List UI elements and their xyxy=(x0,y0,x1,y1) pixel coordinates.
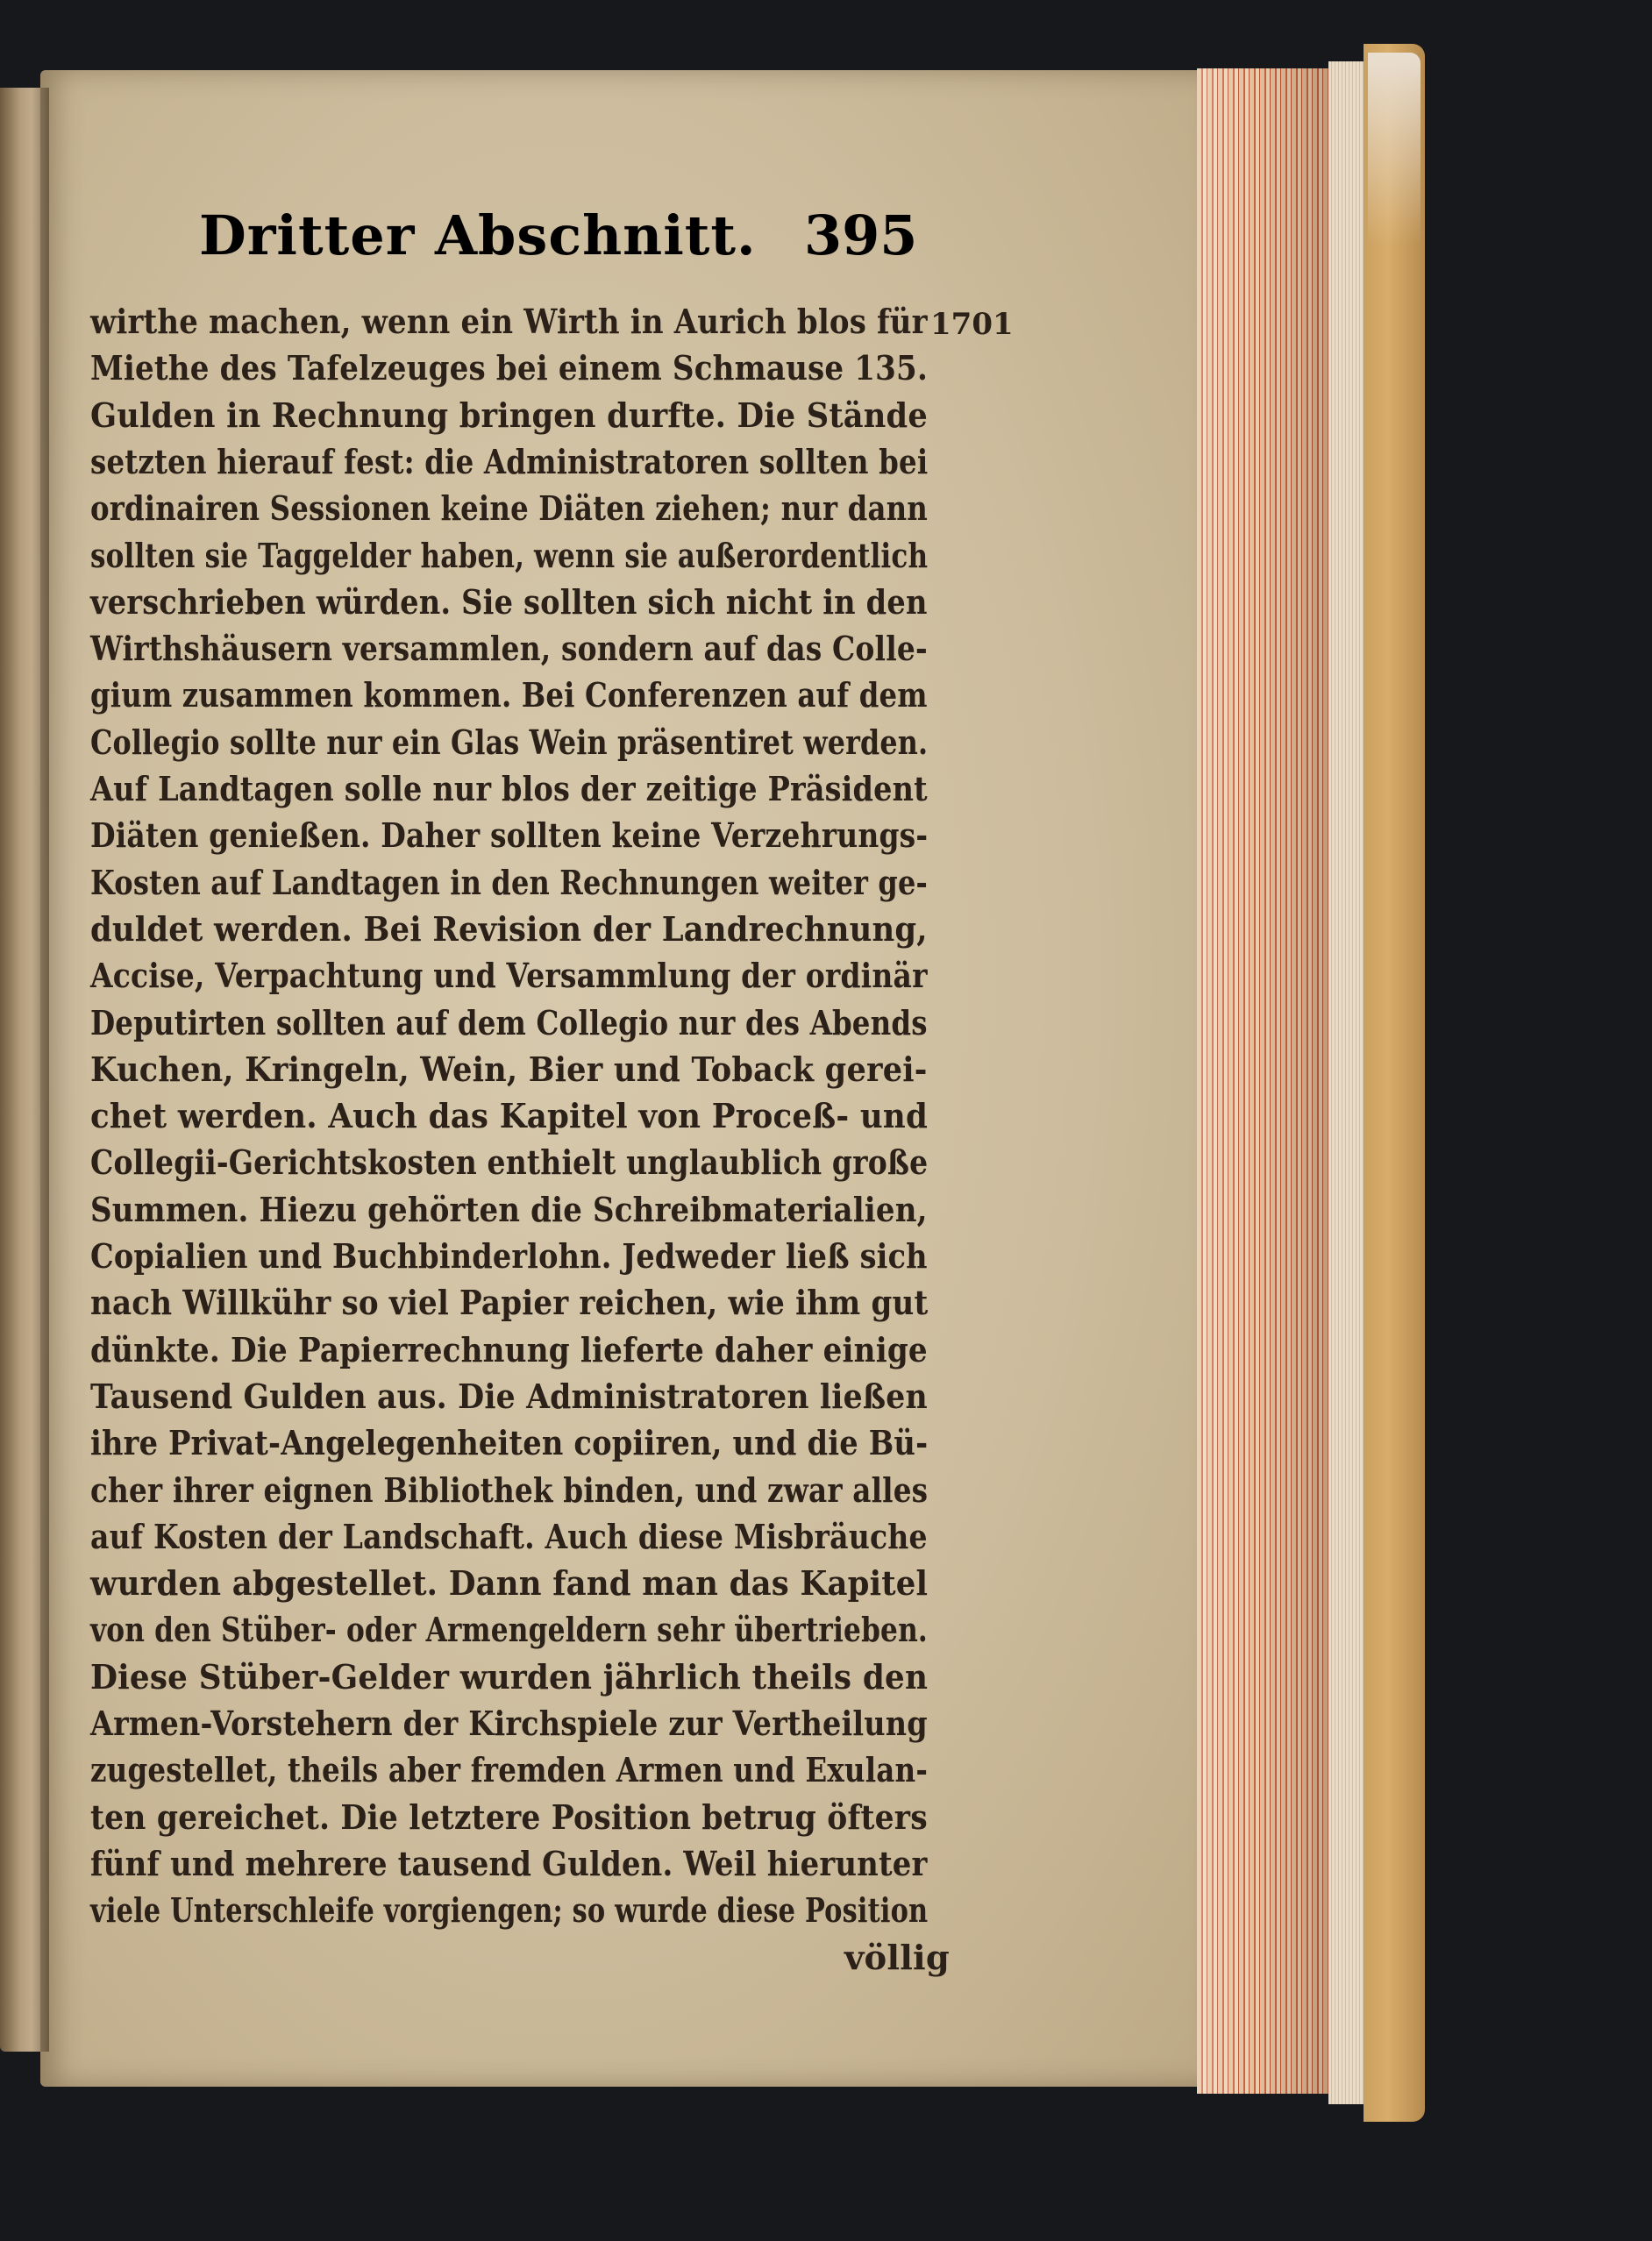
text-line: viele Unterschleife vorgiengen; so wurde diese Position xyxy=(90,1891,929,1932)
text-line: ten gereichet. Die letztere Position betrug öfters xyxy=(90,1797,928,1838)
page-gutter-shadow xyxy=(32,88,49,2052)
cover-worn-corner xyxy=(1368,53,1421,245)
text-line: Collegii-Gerichtskosten enthielt unglaublich große xyxy=(90,1143,929,1184)
text-line: duldet werden. Bei Revision der Landrechnung, xyxy=(90,909,928,950)
text-line: Diese Stüber-Gelder wurden jährlich theils den xyxy=(90,1657,929,1697)
body-text xyxy=(90,0,1014,2241)
text-line: Miethe des Tafelzeuges bei einem Schmause 135. xyxy=(90,349,928,389)
text-line: zugestellet, theils aber fremden Armen und Exulan- xyxy=(90,1751,929,1791)
text-line: chet werden. Auch das Kapitel von Proceß- und xyxy=(90,1097,928,1137)
text-line: dünkte. Die Papierrechnung lieferte daher einige xyxy=(90,1330,928,1370)
text-line: auf Kosten der Landschaft. Auch diese Misbräuche xyxy=(90,1517,928,1557)
text-line: verschrieben würden. Sie sollten sich nicht in den xyxy=(90,582,928,622)
text-line: Auf Landtagen solle nur blos der zeitige Präsident xyxy=(90,770,928,809)
book-cover-board xyxy=(1364,44,1425,2122)
text-line: wurden abgestellet. Dann fand man das Kapitel xyxy=(90,1564,929,1604)
text-line: von den Stüber- oder Armengeldern sehr übertrieben. xyxy=(90,1611,928,1651)
text-line: nach Willkühr so viel Papier reichen, wie ihm gut xyxy=(90,1284,929,1324)
text-line: Collegio sollte nur ein Glas Wein präsentiret werden. xyxy=(90,722,929,763)
text-line: Accise, Verpachtung und Versammlung der ordinär xyxy=(90,957,928,997)
text-line: fünf und mehrere tausend Gulden. Weil hierunter xyxy=(90,1844,928,1884)
text-line: Kosten auf Landtagen in den Rechnungen weiter ge- xyxy=(90,863,928,903)
text-line: cher ihrer eignen Bibliothek binden, und zwar alles xyxy=(90,1470,929,1511)
text-line: Summen. Hiezu gehörten die Schreibmaterialien, xyxy=(90,1190,928,1230)
text-line: Kuchen, Kringeln, Wein, Bier und Toback gerei- xyxy=(90,1049,928,1090)
text-line: Wirthshäusern versammlen, sondern auf das Colle- xyxy=(90,630,928,670)
margin-year-note: 1701 xyxy=(930,307,1014,342)
page-number: 395 xyxy=(804,203,918,267)
text-line: Gulden in Rechnung bringen durfte. Die Stände xyxy=(90,395,928,436)
text-line: wirthe machen, wenn ein Wirth in Aurich blos für xyxy=(90,302,928,342)
text-line: Diäten genießen. Daher sollten keine Verzehrungs- xyxy=(90,816,929,857)
text-line: Tausend Gulden aus. Die Administratoren ließen xyxy=(90,1377,928,1417)
text-line: Copialien und Buchbinderlohn. Jedweder ließ sich xyxy=(90,1237,928,1277)
text-line: sollten sie Taggelder haben, wenn sie außerordentlich xyxy=(90,536,929,576)
text-line: ordinairen Sessionen keine Diäten ziehen; nur dann xyxy=(90,489,928,530)
text-line: Armen-Vorstehern der Kirchspiele zur Vertheilung xyxy=(90,1704,928,1744)
running-head: Dritter Abschnitt. xyxy=(199,203,757,267)
catchword: völlig xyxy=(844,1938,950,1978)
text-line: Deputirten sollten auf dem Collegio nur des Abends xyxy=(90,1003,928,1043)
text-line: setzten hierauf fest: die Administratoren sollten bei xyxy=(90,442,929,482)
text-line: gium zusammen kommen. Bei Conferenzen auf dem xyxy=(90,676,928,716)
text-line: ihre Privat-Angelegenheiten copiiren, und die Bü- xyxy=(90,1424,929,1464)
fore-edge-shading xyxy=(1197,68,1328,2094)
